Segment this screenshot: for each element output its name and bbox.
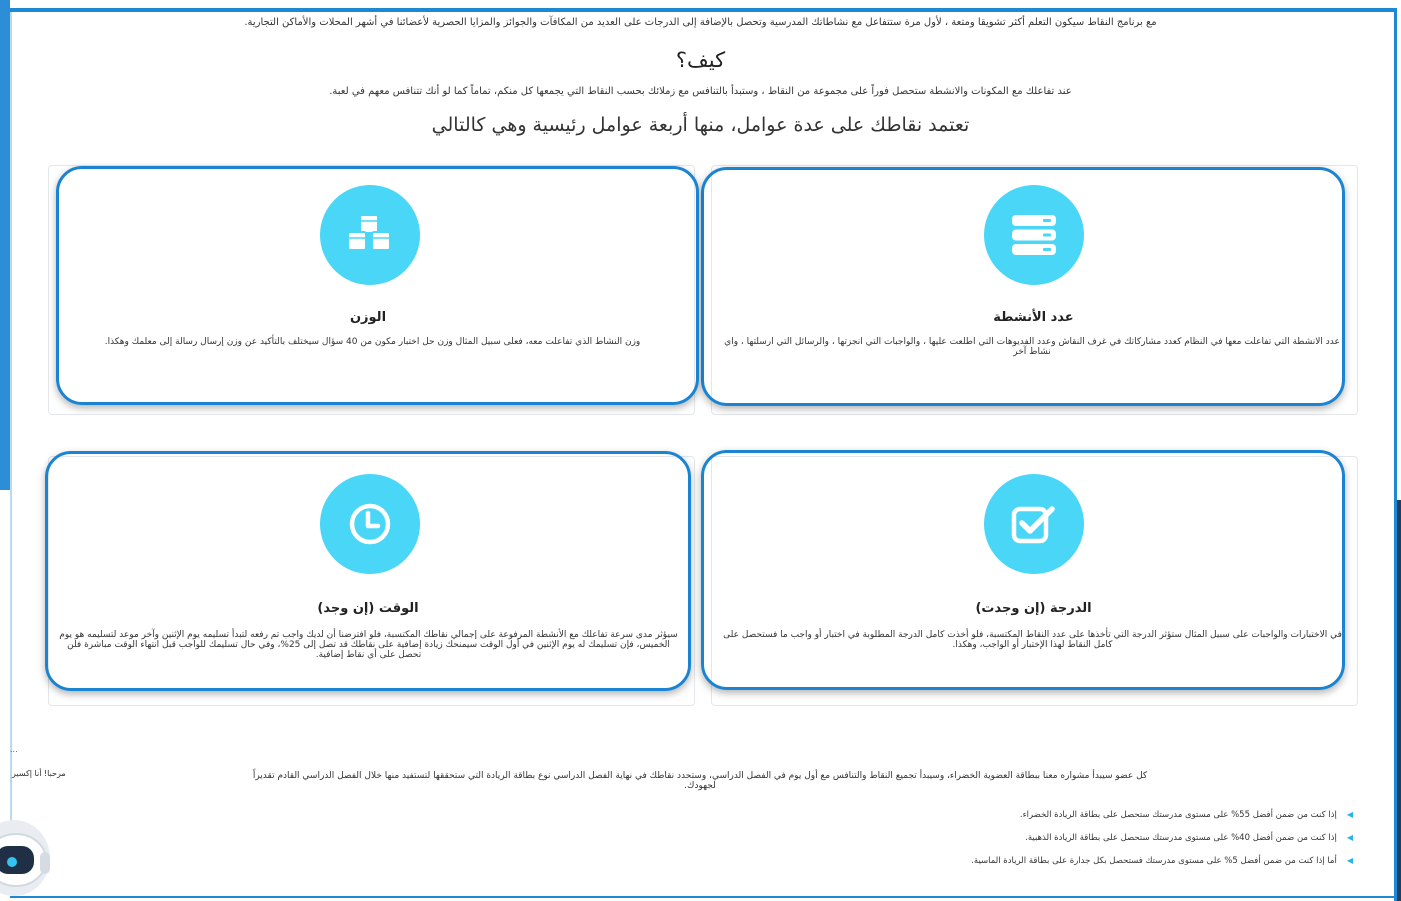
scrollbar-track[interactable] — [1397, 500, 1401, 901]
window-top-border — [8, 8, 1395, 12]
factor-icon-circle — [984, 474, 1084, 574]
window-left-border — [0, 0, 10, 490]
factor-icon-circle — [320, 474, 420, 574]
how-heading: كيف؟ — [675, 48, 726, 72]
clock-icon — [348, 502, 392, 546]
window-bottom-border — [10, 896, 1397, 898]
list-item — [853, 833, 1353, 856]
list-item-text: إذا كنت من ضمن أفضل 55% على مستوى مدرستك ستحصل على بطاقة الريادة الخضراء. — [1019, 810, 1337, 820]
card-tiers-list — [853, 810, 1353, 879]
window-left-edge — [10, 12, 12, 892]
arrow-left-icon: ◀ — [1346, 833, 1353, 842]
check-square-icon — [1011, 503, 1057, 545]
list-item-text: أما إذا كنت من ضمن أفضل 5% على مستوى مدرستك فستحصل بكل جدارة على بطاقة الريادة الماسية. — [971, 856, 1337, 866]
chatbot-avatar-icon[interactable] — [0, 818, 52, 896]
factor-description: سيؤثر مدى سرعة تفاعلك مع الأنشطة المرفوعة على إجمالي نقاطك المكتسبة، فلو افترضنا أن لديك واجب تم رفعه لتبدأ تسليمه يوم الإثنين وآخر موعد لتسليمه هو يوم الخميس، فإن تسليمك له يوم الإثنين في أول الوقت سيمنحك زيادة إضافية على نقاطك قد تصل إلى 25%، وفي حال تسليمك للواجب قبل انتهاء الوقت مباشرة فلن تحصل على أي نقاط إضافية. — [59, 630, 678, 660]
factors-heading: تعتمد نقاطك على عدة عوامل، منها أربعة عوامل رئيسية وهي كالتالي — [431, 114, 970, 136]
server-stack-icon — [1010, 214, 1058, 256]
list-item-text: إذا كنت من ضمن أفضل 40% على مستوى مدرستك ستحصل على بطاقة الريادة الذهبية. — [1025, 833, 1337, 843]
chat-greeting[interactable]: مرحبا! أنا إكسير — [12, 769, 66, 778]
arrow-left-icon: ◀ — [1346, 810, 1353, 819]
factor-title: عدد الأنشطة — [993, 310, 1074, 325]
factor-title: الوقت (إن وجد) — [317, 601, 419, 616]
factor-title: الوزن — [349, 310, 387, 325]
cubes-icon — [342, 212, 398, 258]
list-item — [853, 810, 1353, 833]
factor-icon-circle — [320, 185, 420, 285]
factor-description: عدد الانشطة التي تفاعلت معها في النظام كعدد مشاركاتك في غرف النقاش وعدد الفديوهات التي اطلعت عليها ، والواجبات التي انجزتها ، والرسائل التي ارسلتها ، واي نشاط آخر — [724, 337, 1340, 357]
factor-icon-circle — [984, 185, 1084, 285]
factor-title: الدرجة (إن وجدت) — [975, 601, 1092, 616]
intro-paragraph: مع برنامج النقاط سيكون التعلم أكثر تشويقا ومتعة ، لأول مرة ستتفاعل مع نشاطاتك المدرسية وتحصل بالإضافة إلى الدرجات على العديد من المكافآت والجوائز والمزايا الحصرية لأعضائنا في أشهر المحلات والأماكن التجارية. — [244, 17, 1157, 28]
chat-typing-indicator: ... — [10, 745, 18, 754]
arrow-left-icon: ◀ — [1346, 856, 1353, 865]
factor-description: وزن النشاط الذي تفاعلت معه، فعلى سبيل المثال وزن حل اختبار مكون من 40 سؤال سيختلف بالتأكيد عن وزن إرسال رسالة إلى معلمك وهكذا. — [104, 337, 641, 347]
membership-note: كل عضو سيبدأ مشواره معنا ببطاقة العضوية الخضراء، وسيبدأ تجميع النقاط والتنافس مع أول يوم في الفصل الدراسي، وستحدد نقاطك في نهاية الفصل الدراسي نوع بطاقة الريادة التي ستحققها لتستفيد منها خلال الفصل الدراسي القادم تقديراً لجهودك. — [252, 771, 1148, 791]
how-paragraph: عند تفاعلك مع المكونات والانشطة ستحصل فوراً على مجموعة من النقاط ، وستبدأ بالتنافس مع زملائك بحسب النقاط التي يجمعها كل منكم، تماماً كما لو أنك تتنافس معهم في لعبة. — [329, 86, 1072, 97]
factor-description: في الاختبارات والواجبات على سبيل المثال ستؤثر الدرجة التي تأخذها على عدد النقاط المكتسبة، فلو أخذت كامل الدرجة المطلوبة في اختبار أو واجب ما فستحصل على كامل النقاط لهذا الإختبار أو الواجب، وهكذا. — [723, 630, 1342, 650]
list-item — [853, 856, 1353, 879]
